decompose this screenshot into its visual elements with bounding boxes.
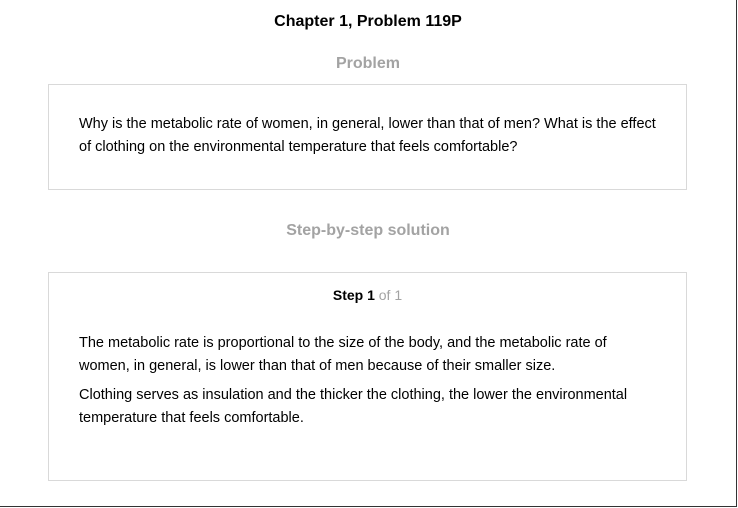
problem-text: Why is the metabolic rate of women, in general, lower than that of men? What is the effect of clothing on the environmental temperature that feels comfortable? — [79, 116, 656, 155]
problem-box — [48, 84, 687, 190]
solution-box — [48, 272, 687, 481]
solution-heading: Step-by-step solution — [286, 222, 450, 239]
solution-paragraph-1: The metabolic rate is proportional to the size of the body, and the metabolic rate of women, in general, is lower than that of men because of their smaller size. — [79, 335, 607, 374]
page-title: Chapter 1, Problem 119P — [274, 13, 462, 30]
solution-paragraph-2: Clothing serves as insulation and the thicker the clothing, the lower the environmental temperature that feels comfortable. — [79, 387, 628, 426]
problem-heading: Problem — [335, 55, 400, 72]
step-indicator — [49, 286, 686, 304]
step-number: Step 1 — [332, 287, 375, 303]
step-total: of 1 — [378, 287, 403, 303]
